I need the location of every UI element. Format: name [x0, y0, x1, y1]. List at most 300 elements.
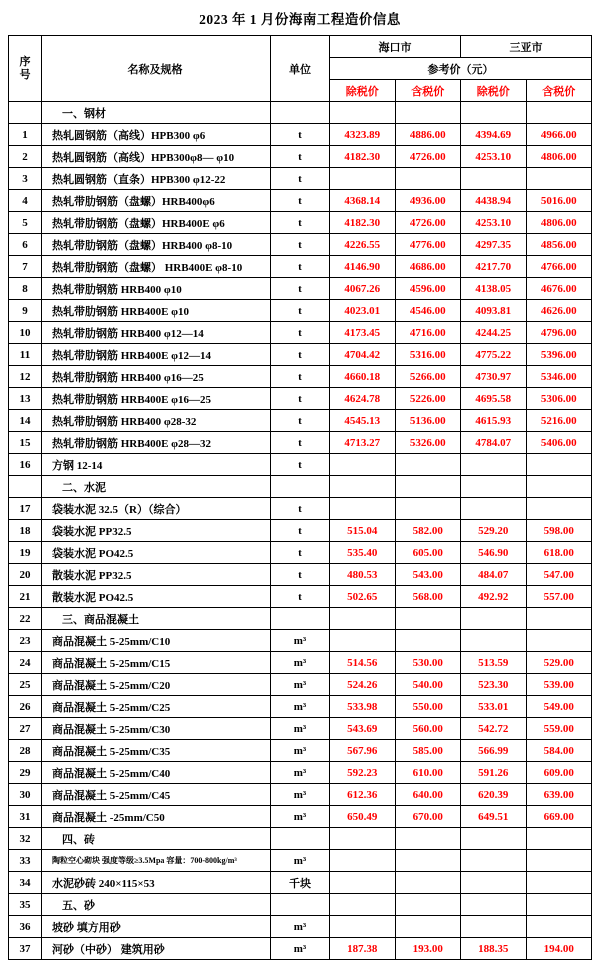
row-unit: [271, 608, 330, 630]
row-item-name: 散装水泥 PP32.5: [42, 564, 271, 586]
row-unit: t: [271, 234, 330, 256]
price-table: [8, 35, 592, 960]
row-sanya-incl-tax: [526, 498, 592, 520]
row-item-name: 热轧带肋钢筋 HRB400 φ28-32: [42, 410, 271, 432]
row-haikou-incl-tax: 193.00: [395, 938, 461, 960]
row-index: 20: [9, 564, 42, 586]
row-unit: m³: [271, 762, 330, 784]
row-index: 17: [9, 498, 42, 520]
row-sanya-incl-tax: 5216.00: [526, 410, 592, 432]
row-section-title: 四、砖: [42, 828, 271, 850]
row-item-name: 商品混凝土 5-25mm/C45: [42, 784, 271, 806]
row-item-name: 商品混凝土 5-25mm/C15: [42, 652, 271, 674]
row-sanya-incl-tax: [526, 894, 592, 916]
row-haikou-excl-tax: 502.65: [330, 586, 396, 608]
row-sanya-excl-tax: [461, 850, 527, 872]
row-item-name: 热轧带肋钢筋（盘螺） HRB400E φ8-10: [42, 256, 271, 278]
row-haikou-incl-tax: 5136.00: [395, 410, 461, 432]
row-unit: t: [271, 212, 330, 234]
row-unit: [271, 894, 330, 916]
row-index: 35: [9, 894, 42, 916]
row-unit: m³: [271, 696, 330, 718]
row-haikou-excl-tax: 4624.78: [330, 388, 396, 410]
row-sanya-incl-tax: 5346.00: [526, 366, 592, 388]
header-reference-price: 参考价（元）: [330, 58, 592, 80]
row-haikou-excl-tax: [330, 498, 396, 520]
row-haikou-excl-tax: [330, 168, 396, 190]
row-unit: m³: [271, 916, 330, 938]
row-item-name: 热轧带肋钢筋（盘螺）HRB400E φ6: [42, 212, 271, 234]
row-index: 30: [9, 784, 42, 806]
row-unit: t: [271, 520, 330, 542]
row-haikou-incl-tax: 5326.00: [395, 432, 461, 454]
row-sanya-excl-tax: 492.92: [461, 586, 527, 608]
row-sanya-incl-tax: 529.00: [526, 652, 592, 674]
row-unit: t: [271, 300, 330, 322]
table-row: [9, 234, 592, 256]
table-row: [9, 894, 592, 916]
row-sanya-incl-tax: 5406.00: [526, 432, 592, 454]
table-row: [9, 718, 592, 740]
row-haikou-incl-tax: [395, 828, 461, 850]
row-sanya-excl-tax: [461, 916, 527, 938]
row-sanya-incl-tax: 557.00: [526, 586, 592, 608]
row-unit: m³: [271, 630, 330, 652]
row-haikou-excl-tax: 4545.13: [330, 410, 396, 432]
row-sanya-excl-tax: 649.51: [461, 806, 527, 828]
row-unit: t: [271, 256, 330, 278]
row-haikou-incl-tax: 4546.00: [395, 300, 461, 322]
row-sanya-incl-tax: 549.00: [526, 696, 592, 718]
row-sanya-incl-tax: 669.00: [526, 806, 592, 828]
row-sanya-excl-tax: 4244.25: [461, 322, 527, 344]
table-row: [9, 828, 592, 850]
row-haikou-incl-tax: 4686.00: [395, 256, 461, 278]
row-index: 3: [9, 168, 42, 190]
row-unit: t: [271, 432, 330, 454]
row-unit: m³: [271, 718, 330, 740]
row-unit: t: [271, 322, 330, 344]
row-haikou-incl-tax: 670.00: [395, 806, 461, 828]
row-sanya-incl-tax: 4806.00: [526, 212, 592, 234]
page-title: 2023 年 1 月份海南工程造价信息: [199, 12, 401, 27]
row-haikou-incl-tax: 605.00: [395, 542, 461, 564]
row-item-name: 商品混凝土 5-25mm/C35: [42, 740, 271, 762]
header-sanya-incl-tax: 含税价: [526, 80, 592, 102]
table-row: [9, 740, 592, 762]
row-unit: t: [271, 498, 330, 520]
row-sanya-incl-tax: 639.00: [526, 784, 592, 806]
row-haikou-excl-tax: [330, 850, 396, 872]
row-sanya-excl-tax: [461, 102, 527, 124]
row-haikou-excl-tax: 515.04: [330, 520, 396, 542]
row-item-name: 热轧带肋钢筋 HRB400E φ28—32: [42, 432, 271, 454]
table-row: [9, 300, 592, 322]
row-unit: [271, 476, 330, 498]
row-haikou-excl-tax: 533.98: [330, 696, 396, 718]
row-sanya-incl-tax: [526, 872, 592, 894]
row-haikou-incl-tax: 4716.00: [395, 322, 461, 344]
table-row: [9, 476, 592, 498]
row-haikou-excl-tax: 4182.30: [330, 146, 396, 168]
row-haikou-incl-tax: 560.00: [395, 718, 461, 740]
row-unit: m³: [271, 784, 330, 806]
row-sanya-incl-tax: [526, 102, 592, 124]
table-row: [9, 696, 592, 718]
row-section-title: 五、砂: [42, 894, 271, 916]
row-unit: t: [271, 168, 330, 190]
row-sanya-excl-tax: 4615.93: [461, 410, 527, 432]
row-index: 29: [9, 762, 42, 784]
row-haikou-incl-tax: 4776.00: [395, 234, 461, 256]
row-sanya-excl-tax: [461, 476, 527, 498]
row-index: 23: [9, 630, 42, 652]
row-index: [9, 102, 42, 124]
row-index: 28: [9, 740, 42, 762]
row-item-name: 河砂（中砂） 建筑用砂: [42, 938, 271, 960]
row-item-name: 热轧圆钢筋（高线）HPB300 φ6: [42, 124, 271, 146]
row-haikou-incl-tax: [395, 630, 461, 652]
row-index: 27: [9, 718, 42, 740]
row-item-name: 商品混凝土 5-25mm/C30: [42, 718, 271, 740]
row-sanya-incl-tax: [526, 608, 592, 630]
row-sanya-excl-tax: [461, 872, 527, 894]
row-haikou-incl-tax: 640.00: [395, 784, 461, 806]
row-haikou-excl-tax: 4067.26: [330, 278, 396, 300]
row-haikou-incl-tax: 543.00: [395, 564, 461, 586]
row-haikou-incl-tax: [395, 894, 461, 916]
row-sanya-incl-tax: [526, 476, 592, 498]
row-haikou-excl-tax: 514.56: [330, 652, 396, 674]
row-haikou-incl-tax: 5266.00: [395, 366, 461, 388]
row-haikou-excl-tax: 4182.30: [330, 212, 396, 234]
table-row: [9, 432, 592, 454]
table-row: [9, 190, 592, 212]
row-index: 8: [9, 278, 42, 300]
row-index: 31: [9, 806, 42, 828]
table-row: [9, 102, 592, 124]
row-index: 25: [9, 674, 42, 696]
row-haikou-excl-tax: [330, 102, 396, 124]
row-sanya-excl-tax: 4775.22: [461, 344, 527, 366]
table-row: [9, 388, 592, 410]
row-section-title: 一、钢材: [42, 102, 271, 124]
table-row: [9, 366, 592, 388]
row-unit: t: [271, 344, 330, 366]
row-sanya-excl-tax: [461, 608, 527, 630]
row-haikou-incl-tax: [395, 850, 461, 872]
row-haikou-incl-tax: 530.00: [395, 652, 461, 674]
table-row: [9, 410, 592, 432]
row-unit: t: [271, 586, 330, 608]
table-row: [9, 674, 592, 696]
row-index: 5: [9, 212, 42, 234]
row-item-name: 热轧带肋钢筋 HRB400E φ16—25: [42, 388, 271, 410]
row-haikou-excl-tax: 480.53: [330, 564, 396, 586]
row-sanya-incl-tax: [526, 850, 592, 872]
row-haikou-incl-tax: 540.00: [395, 674, 461, 696]
row-haikou-excl-tax: [330, 872, 396, 894]
row-item-name: 商品混凝土 5-25mm/C20: [42, 674, 271, 696]
row-item-name: 热轧带肋钢筋 HRB400E φ10: [42, 300, 271, 322]
row-haikou-incl-tax: [395, 498, 461, 520]
row-item-name: 商品混凝土 5-25mm/C40: [42, 762, 271, 784]
row-haikou-excl-tax: 567.96: [330, 740, 396, 762]
row-index: 9: [9, 300, 42, 322]
row-item-name: 袋装水泥 PO42.5: [42, 542, 271, 564]
row-item-name: 散装水泥 PO42.5: [42, 586, 271, 608]
table-row: [9, 652, 592, 674]
row-haikou-excl-tax: 4023.01: [330, 300, 396, 322]
row-sanya-incl-tax: 609.00: [526, 762, 592, 784]
row-sanya-excl-tax: 566.99: [461, 740, 527, 762]
row-sanya-excl-tax: [461, 498, 527, 520]
row-sanya-incl-tax: 194.00: [526, 938, 592, 960]
row-sanya-incl-tax: 618.00: [526, 542, 592, 564]
row-sanya-incl-tax: 559.00: [526, 718, 592, 740]
table-row: [9, 938, 592, 960]
row-sanya-incl-tax: [526, 630, 592, 652]
row-unit: m³: [271, 850, 330, 872]
row-sanya-incl-tax: 5396.00: [526, 344, 592, 366]
row-haikou-excl-tax: 592.23: [330, 762, 396, 784]
row-sanya-excl-tax: 523.30: [461, 674, 527, 696]
row-haikou-incl-tax: 4936.00: [395, 190, 461, 212]
row-haikou-excl-tax: 650.49: [330, 806, 396, 828]
row-sanya-incl-tax: [526, 828, 592, 850]
row-sanya-incl-tax: 584.00: [526, 740, 592, 762]
row-index: 10: [9, 322, 42, 344]
row-sanya-incl-tax: [526, 916, 592, 938]
row-index: 34: [9, 872, 42, 894]
row-haikou-incl-tax: [395, 608, 461, 630]
table-row: [9, 762, 592, 784]
row-haikou-incl-tax: 4596.00: [395, 278, 461, 300]
row-sanya-incl-tax: 4766.00: [526, 256, 592, 278]
row-haikou-incl-tax: 4886.00: [395, 124, 461, 146]
table-row: [9, 168, 592, 190]
header-sanya-excl-tax: 除税价: [461, 80, 527, 102]
row-sanya-excl-tax: 4138.05: [461, 278, 527, 300]
row-haikou-incl-tax: 4726.00: [395, 212, 461, 234]
row-item-name: 坡砂 填方用砂: [42, 916, 271, 938]
row-unit: t: [271, 278, 330, 300]
row-item-name: 商品混凝土 5-25mm/C10: [42, 630, 271, 652]
row-sanya-incl-tax: [526, 454, 592, 476]
table-row: [9, 498, 592, 520]
row-sanya-excl-tax: 542.72: [461, 718, 527, 740]
row-index: 37: [9, 938, 42, 960]
header-row-1: [9, 36, 592, 58]
row-haikou-excl-tax: [330, 608, 396, 630]
row-unit: t: [271, 124, 330, 146]
row-unit: t: [271, 564, 330, 586]
row-sanya-excl-tax: [461, 828, 527, 850]
row-haikou-excl-tax: [330, 476, 396, 498]
row-sanya-excl-tax: 4438.94: [461, 190, 527, 212]
row-item-name: 热轧带肋钢筋 HRB400 φ10: [42, 278, 271, 300]
row-index: 26: [9, 696, 42, 718]
row-haikou-incl-tax: 585.00: [395, 740, 461, 762]
row-sanya-incl-tax: 598.00: [526, 520, 592, 542]
row-item-name: 袋装水泥 32.5（R）（综合）: [42, 498, 271, 520]
row-index: 12: [9, 366, 42, 388]
row-haikou-excl-tax: [330, 630, 396, 652]
row-sanya-excl-tax: 546.90: [461, 542, 527, 564]
row-unit: m³: [271, 740, 330, 762]
row-sanya-excl-tax: 4695.58: [461, 388, 527, 410]
table-row: [9, 520, 592, 542]
row-sanya-excl-tax: 591.26: [461, 762, 527, 784]
table-row: [9, 916, 592, 938]
row-sanya-excl-tax: [461, 894, 527, 916]
row-index: 22: [9, 608, 42, 630]
row-item-name: 水泥砂砖 240×115×53: [42, 872, 271, 894]
row-sanya-incl-tax: 4966.00: [526, 124, 592, 146]
row-unit: m³: [271, 652, 330, 674]
row-unit: t: [271, 410, 330, 432]
row-index: 32: [9, 828, 42, 850]
row-index: 19: [9, 542, 42, 564]
row-haikou-excl-tax: 4713.27: [330, 432, 396, 454]
table-row: [9, 608, 592, 630]
row-index: 18: [9, 520, 42, 542]
row-sanya-incl-tax: 4856.00: [526, 234, 592, 256]
row-haikou-incl-tax: [395, 168, 461, 190]
row-unit: [271, 828, 330, 850]
row-haikou-incl-tax: 5226.00: [395, 388, 461, 410]
row-unit: t: [271, 542, 330, 564]
row-haikou-incl-tax: 582.00: [395, 520, 461, 542]
row-sanya-excl-tax: 484.07: [461, 564, 527, 586]
row-haikou-incl-tax: [395, 872, 461, 894]
row-sanya-excl-tax: 4253.10: [461, 146, 527, 168]
header-haikou-incl-tax: 含税价: [395, 80, 461, 102]
row-haikou-incl-tax: 4726.00: [395, 146, 461, 168]
row-sanya-incl-tax: [526, 168, 592, 190]
row-unit: m³: [271, 806, 330, 828]
header-haikou-excl-tax: 除税价: [330, 80, 396, 102]
row-index: 14: [9, 410, 42, 432]
row-item-name: 袋装水泥 PP32.5: [42, 520, 271, 542]
row-index: 36: [9, 916, 42, 938]
table-row: [9, 872, 592, 894]
row-sanya-excl-tax: 4217.70: [461, 256, 527, 278]
row-haikou-excl-tax: 4660.18: [330, 366, 396, 388]
row-item-name: 商品混凝土 -25mm/C50: [42, 806, 271, 828]
row-haikou-incl-tax: [395, 102, 461, 124]
row-haikou-excl-tax: 535.40: [330, 542, 396, 564]
row-haikou-excl-tax: [330, 828, 396, 850]
row-item-name: 热轧带肋钢筋 HRB400 φ16—25: [42, 366, 271, 388]
row-index: 15: [9, 432, 42, 454]
row-item-name: 热轧圆钢筋（高线）HPB300φ8— φ10: [42, 146, 271, 168]
table-row: [9, 124, 592, 146]
table-body: [9, 102, 592, 960]
row-sanya-incl-tax: 547.00: [526, 564, 592, 586]
row-index: 24: [9, 652, 42, 674]
row-unit: m³: [271, 938, 330, 960]
row-haikou-excl-tax: [330, 454, 396, 476]
row-item-name: 热轧带肋钢筋（盘螺）HRB400 φ8-10: [42, 234, 271, 256]
row-haikou-excl-tax: 4226.55: [330, 234, 396, 256]
table-row: [9, 278, 592, 300]
row-index: 11: [9, 344, 42, 366]
row-unit: m³: [271, 674, 330, 696]
header-city-sanya: 三亚市: [461, 36, 592, 58]
row-sanya-excl-tax: 4297.35: [461, 234, 527, 256]
row-haikou-incl-tax: 610.00: [395, 762, 461, 784]
row-sanya-excl-tax: 4253.10: [461, 212, 527, 234]
row-haikou-excl-tax: 187.38: [330, 938, 396, 960]
row-index: 7: [9, 256, 42, 278]
row-sanya-excl-tax: 513.59: [461, 652, 527, 674]
row-haikou-excl-tax: 543.69: [330, 718, 396, 740]
row-sanya-incl-tax: 5016.00: [526, 190, 592, 212]
table-header: [9, 36, 592, 102]
row-haikou-incl-tax: 5316.00: [395, 344, 461, 366]
table-row: [9, 630, 592, 652]
row-item-name: 热轧带肋钢筋（盘螺）HRB400φ6: [42, 190, 271, 212]
table-row: [9, 542, 592, 564]
table-row: [9, 784, 592, 806]
row-haikou-excl-tax: [330, 916, 396, 938]
row-haikou-excl-tax: 524.26: [330, 674, 396, 696]
row-sanya-excl-tax: 188.35: [461, 938, 527, 960]
row-index: 1: [9, 124, 42, 146]
row-unit: t: [271, 454, 330, 476]
row-haikou-incl-tax: [395, 454, 461, 476]
row-haikou-excl-tax: [330, 894, 396, 916]
row-sanya-excl-tax: [461, 630, 527, 652]
row-sanya-excl-tax: 620.39: [461, 784, 527, 806]
row-index: [9, 476, 42, 498]
row-item-name: 方钢 12-14: [42, 454, 271, 476]
row-unit: t: [271, 366, 330, 388]
row-unit: [271, 102, 330, 124]
row-haikou-incl-tax: 568.00: [395, 586, 461, 608]
row-index: 13: [9, 388, 42, 410]
row-haikou-incl-tax: [395, 916, 461, 938]
row-sanya-incl-tax: 4796.00: [526, 322, 592, 344]
row-index: 16: [9, 454, 42, 476]
row-sanya-excl-tax: 4730.97: [461, 366, 527, 388]
row-sanya-incl-tax: 4806.00: [526, 146, 592, 168]
row-sanya-incl-tax: 4676.00: [526, 278, 592, 300]
header-unit: 单位: [271, 36, 330, 102]
row-index: 33: [9, 850, 42, 872]
row-item-name: 商品混凝土 5-25mm/C25: [42, 696, 271, 718]
row-item-name: 陶粒空心砌块 强度等级≥3.5Mpa 容量：700-800kg/m³: [42, 850, 271, 872]
row-sanya-excl-tax: [461, 168, 527, 190]
row-sanya-excl-tax: 533.01: [461, 696, 527, 718]
row-sanya-excl-tax: 4784.07: [461, 432, 527, 454]
row-haikou-excl-tax: 612.36: [330, 784, 396, 806]
row-haikou-excl-tax: 4368.14: [330, 190, 396, 212]
table-row: [9, 344, 592, 366]
row-haikou-incl-tax: [395, 476, 461, 498]
row-unit: t: [271, 190, 330, 212]
table-row: [9, 564, 592, 586]
row-index: 2: [9, 146, 42, 168]
row-haikou-excl-tax: 4704.42: [330, 344, 396, 366]
row-index: 4: [9, 190, 42, 212]
row-haikou-excl-tax: 4323.89: [330, 124, 396, 146]
table-row: [9, 256, 592, 278]
row-haikou-excl-tax: 4173.45: [330, 322, 396, 344]
row-index: 6: [9, 234, 42, 256]
row-item-name: 热轧带肋钢筋 HRB400 φ12—14: [42, 322, 271, 344]
